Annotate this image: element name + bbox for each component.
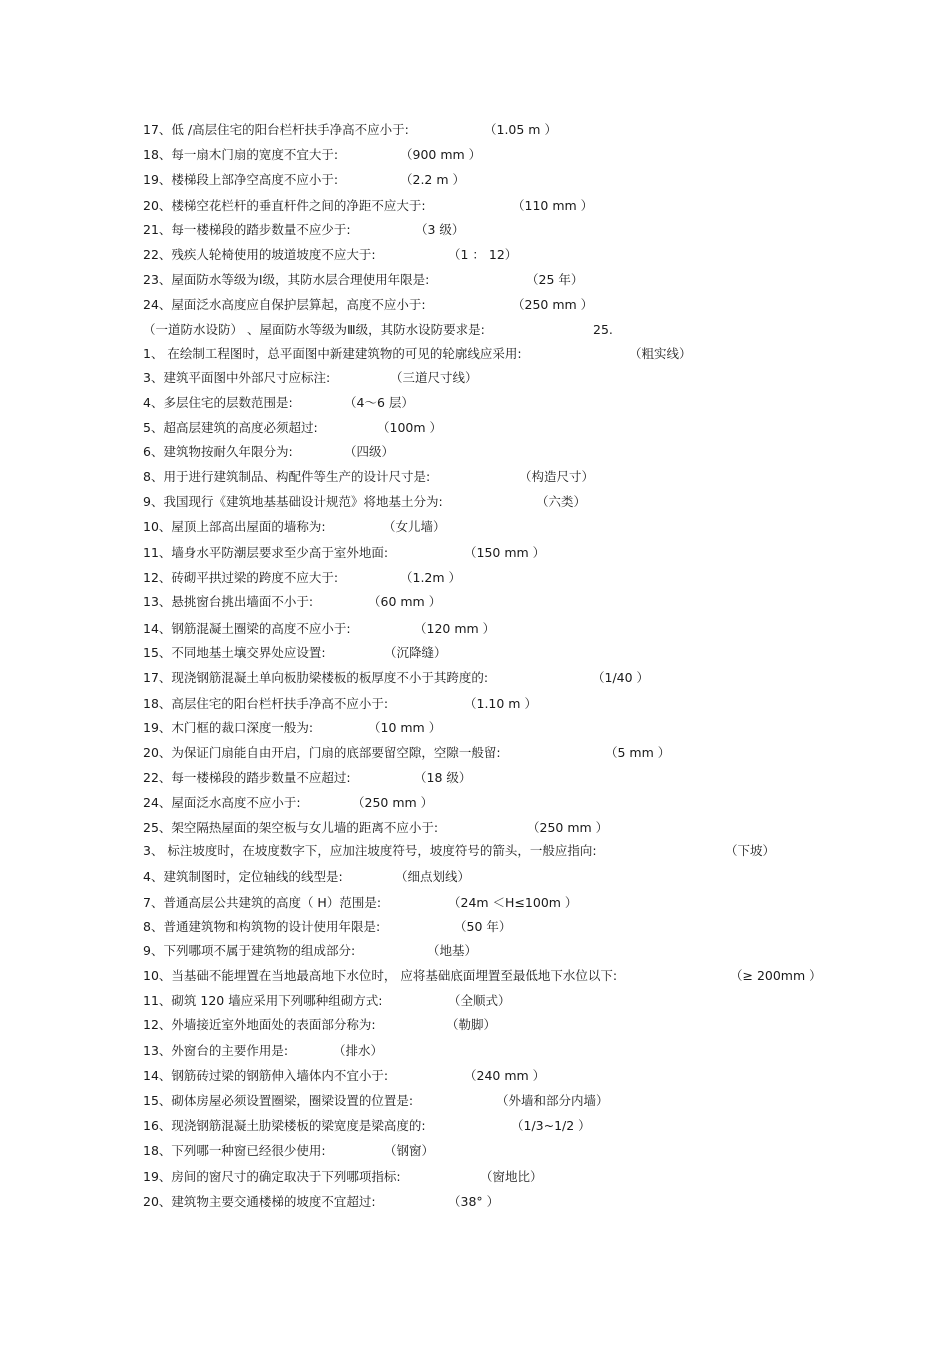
question-text: 4、多层住宅的层数范围是: — [143, 395, 293, 410]
question-text: 17、低 /高层住宅的阳台栏杆扶手净高不应小于: — [143, 122, 409, 137]
answer-text: （100m ） — [377, 420, 443, 435]
question-text: 13、外窗台的主要作用是: — [143, 1043, 289, 1058]
question-text: 18、每一扇木门扇的宽度不宜大于: — [143, 147, 339, 162]
answer-text: （1.05 m ） — [484, 122, 557, 137]
question-text: 24、屋面泛水高度应自保护层算起，高度不应小于: — [143, 297, 426, 312]
answer-text: （250 mm ） — [527, 820, 609, 835]
question-line — [143, 169, 466, 191]
answer-text: （38° ） — [448, 1194, 500, 1209]
question-line — [143, 642, 447, 664]
question-text: 18、下列哪一种窗已经很少使用: — [143, 1143, 326, 1158]
question-text: 22、残疾人轮椅使用的坡道坡度不应大于: — [143, 247, 376, 262]
answer-text: （沉降缝） — [384, 645, 447, 660]
question-text: 14、钢筋混凝土圈梁的高度不应小于: — [143, 621, 351, 636]
question-line — [143, 195, 594, 217]
question-line — [143, 144, 482, 166]
answer-text: （钢窗） — [384, 1143, 435, 1158]
answer-text: （10 mm ） — [368, 720, 442, 735]
question-text: 9、下列哪项不属于建筑物的组成部分: — [143, 943, 356, 958]
answer-text: （18 级） — [414, 770, 472, 785]
question-text: 20、建筑物主要交通楼梯的坡度不宜超过: — [143, 1194, 376, 1209]
question-line — [143, 1115, 591, 1137]
question-line — [143, 892, 578, 914]
question-text: 11、砌筑 120 墙应采用下列哪种组砌方式: — [143, 993, 383, 1008]
answer-text: （25 年） — [526, 272, 584, 287]
answer-text: （女儿墙） — [383, 519, 446, 534]
answer-text: （4～6 层） — [344, 395, 414, 410]
question-line — [143, 618, 496, 640]
question-text: 5、超高层建筑的高度必须超过: — [143, 420, 318, 435]
answer-text: （1/40 ） — [592, 670, 650, 685]
question-line — [143, 119, 557, 141]
question-line — [143, 542, 546, 564]
question-line — [143, 1040, 384, 1062]
answer-text: （250 mm ） — [512, 297, 594, 312]
question-line — [143, 591, 442, 613]
question-line — [143, 916, 512, 938]
question-line — [143, 1014, 497, 1036]
question-text: 3、 标注坡度时，在坡度数字下，应加注坡度符号，坡度符号的箭头，一般应指向: — [143, 843, 597, 858]
question-text: 21、每一楼梯段的踏步数量不应少于: — [143, 222, 351, 237]
answer-text: （细点划线） — [395, 869, 471, 884]
answer-text: （外墙和部分内墙） — [496, 1093, 609, 1108]
question-line — [143, 417, 443, 439]
question-line — [143, 269, 584, 291]
answer-text: （三道尺寸线） — [390, 370, 478, 385]
question-text: 10、屋顶上部高出屋面的墙称为: — [143, 519, 326, 534]
question-text: 20、为保证门扇能自由开启，门扇的底部要留空隙，空隙一般留: — [143, 745, 501, 760]
answer-text: （3 级） — [415, 222, 465, 237]
question-text: 7、普通高层公共建筑的高度（ H）范围是: — [143, 895, 382, 910]
question-line — [143, 1065, 546, 1087]
question-text: 16、现浇钢筋混凝土肋梁楼板的梁宽度是梁高度的: — [143, 1118, 426, 1133]
question-text: 8、用于进行建筑制品、构配件等生产的设计尺寸是: — [143, 469, 431, 484]
question-text: 12、砖砌平拱过梁的跨度不应大于: — [143, 570, 339, 585]
question-line — [143, 1140, 435, 1162]
answer-text: （地基） — [427, 943, 478, 958]
answer-text: （1.2m ） — [400, 570, 462, 585]
question-text: 24、屋面泛水高度不应小于: — [143, 795, 301, 810]
question-line — [143, 441, 395, 463]
answer-text: （24m ＜H≤100m ） — [448, 895, 578, 910]
answer-text: 25. — [593, 322, 613, 337]
question-line — [143, 1090, 609, 1112]
question-text: 25、架空隔热屋面的架空板与女儿墙的距离不应小于: — [143, 820, 439, 835]
question-line — [143, 244, 518, 266]
question-text: 6、建筑物按耐久年限分为: — [143, 444, 293, 459]
question-line — [143, 840, 776, 862]
answer-text: （50 年） — [454, 919, 512, 934]
answer-text: （全顺式） — [448, 993, 511, 1008]
question-line — [143, 667, 650, 689]
answer-text: （排水） — [333, 1043, 384, 1058]
answer-text: （六类） — [536, 494, 587, 509]
question-line — [143, 742, 671, 764]
question-text: 18、高层住宅的阳台栏杆扶手净高不应小于: — [143, 696, 389, 711]
question-line — [143, 1191, 500, 1213]
question-line — [143, 990, 511, 1012]
question-text: 11、墙身水平防潮层要求至少高于室外地面: — [143, 545, 389, 560]
question-line — [143, 294, 594, 316]
question-text: 4、建筑制图时，定位轴线的线型是: — [143, 869, 343, 884]
answer-text: （5 mm ） — [605, 745, 671, 760]
answer-text: （勒脚） — [446, 1017, 497, 1032]
answer-text: （120 mm ） — [414, 621, 496, 636]
answer-text: （四级） — [344, 444, 395, 459]
question-text: 22、每一楼梯段的踏步数量不应超过: — [143, 770, 351, 785]
question-text: 8、普通建筑物和构筑物的设计使用年限是: — [143, 919, 381, 934]
question-text: 14、钢筋砖过梁的钢筋伸入墙体内不宜小于: — [143, 1068, 389, 1083]
question-line — [143, 367, 478, 389]
question-line — [143, 392, 414, 414]
question-line — [143, 792, 434, 814]
answer-text: （下坡） — [725, 843, 776, 858]
answer-text: （110 mm ） — [512, 198, 594, 213]
answer-text: （240 mm ） — [464, 1068, 546, 1083]
answer-text: （900 mm ） — [400, 147, 482, 162]
question-line — [143, 516, 446, 538]
answer-text: （1.10 m ） — [464, 696, 537, 711]
answer-text: （≥ 200mm ） — [730, 968, 822, 983]
question-line — [143, 219, 465, 241]
question-line — [143, 817, 609, 839]
question-text: （一道防水设防） 、屋面防水等级为Ⅲ级，其防水设防要求是: — [143, 322, 485, 337]
question-text: 12、外墙接近室外地面处的表面部分称为: — [143, 1017, 376, 1032]
question-line — [143, 965, 822, 987]
question-line — [143, 491, 587, 513]
question-text: 23、屋面防水等级为Ⅰ级，其防水层合理使用年限是: — [143, 272, 430, 287]
answer-text: （250 mm ） — [352, 795, 434, 810]
question-text: 19、房间的窗尺寸的确定取决于下列哪项指标: — [143, 1169, 401, 1184]
question-text: 20、楼梯空花栏杆的垂直杆件之间的净距不应大于: — [143, 198, 426, 213]
question-text: 15、砌体房屋必须设置圈梁，圈梁设置的位置是: — [143, 1093, 414, 1108]
question-text: 10、当基础不能埋置在当地最高地下水位时， 应将基础底面埋置至最低地下水位以下: — [143, 968, 618, 983]
question-text: 3、建筑平面图中外部尺寸应标注: — [143, 370, 331, 385]
question-text: 13、悬挑窗台挑出墙面不小于: — [143, 594, 314, 609]
question-line — [143, 466, 595, 488]
question-line — [143, 567, 462, 589]
question-line — [143, 319, 613, 341]
answer-text: （粗实线） — [629, 346, 692, 361]
answer-text: （150 mm ） — [464, 545, 546, 560]
answer-text: （构造尺寸） — [519, 469, 595, 484]
answer-text: （窗地比） — [480, 1169, 543, 1184]
question-line — [143, 940, 478, 962]
answer-text: （2.2 m ） — [400, 172, 466, 187]
question-line — [143, 1166, 543, 1188]
question-line — [143, 767, 472, 789]
question-line — [143, 717, 442, 739]
question-text: 19、楼梯段上部净空高度不应小于: — [143, 172, 339, 187]
answer-text: （1 ： 12） — [448, 247, 518, 262]
question-text: 9、我国现行《建筑地基基础设计规范》将地基土分为: — [143, 494, 443, 509]
question-line — [143, 693, 537, 715]
answer-text: （1/3~1/2 ） — [511, 1118, 591, 1133]
question-line — [143, 343, 692, 365]
question-text: 15、不同地基土壤交界处应设置: — [143, 645, 326, 660]
question-text: 19、木门框的裁口深度一般为: — [143, 720, 314, 735]
question-line — [143, 866, 471, 888]
question-text: 1、 在绘制工程图时，总平面图中新建建筑物的可见的轮廓线应采用: — [143, 346, 522, 361]
question-text: 17、现浇钢筋混凝土单向板肋梁楼板的板厚度不小于其跨度的: — [143, 670, 489, 685]
answer-text: （60 mm ） — [368, 594, 442, 609]
